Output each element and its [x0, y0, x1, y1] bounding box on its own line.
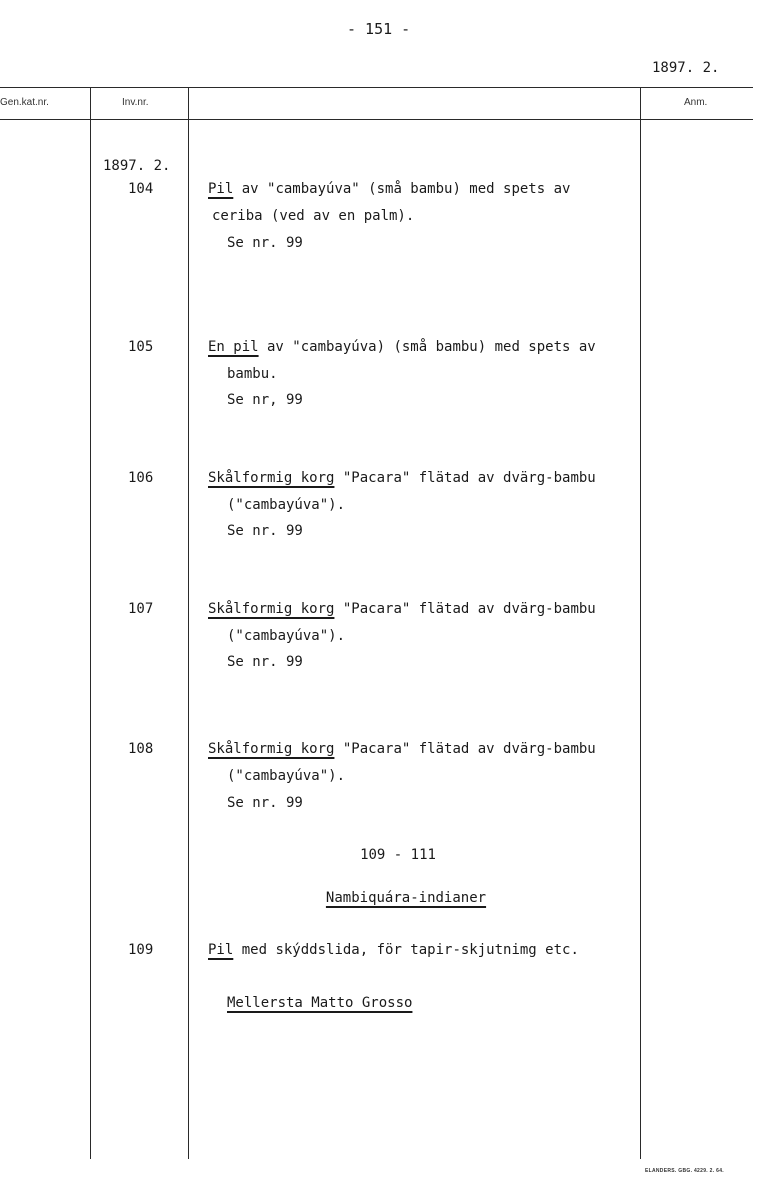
entry-line-2: ("cambayúva"). — [227, 497, 346, 513]
entry-ref: Se nr. 99 — [227, 654, 303, 670]
entry-text: med skýddslida, för tapir-skjutnimg etc. — [233, 942, 579, 958]
group-heading-wrap — [188, 888, 624, 908]
entry-ref: Se nr, 99 — [227, 392, 303, 408]
entry-ref: Se nr. 99 — [227, 235, 303, 251]
entry-text: av "cambayúva) (små bambu) med spets av — [258, 339, 596, 355]
page-number: - 151 - — [347, 20, 411, 38]
column-divider-1 — [90, 87, 91, 1159]
entry-text: "Pacara" flätad av dvärg-bambu — [334, 470, 596, 486]
column-divider-3 — [640, 87, 641, 1159]
entry-line-1 — [208, 739, 596, 759]
column-header-gen-kat-nr: Gen.kat.nr. — [0, 97, 49, 108]
column-header-inv-nr: Inv.nr. — [122, 97, 149, 108]
entry-lead: Skålformig korg — [208, 601, 335, 617]
group-heading: Nambiquára-indianer — [325, 890, 487, 906]
printer-footer: ELANDERS. GBG. 4229. 2. 64. — [645, 1168, 724, 1174]
entry-lead: Pil — [208, 181, 234, 197]
inv-number: 105 — [128, 339, 154, 355]
range-label: 109 - 111 — [360, 847, 436, 863]
entry-lead: Pil — [208, 942, 234, 958]
inv-number: 107 — [128, 601, 154, 617]
entry-lead: En pil — [208, 339, 259, 355]
header-code: 1897. 2. — [652, 60, 720, 76]
entry-line-2: ("cambayúva"). — [227, 768, 346, 784]
entry-line-1 — [208, 179, 570, 199]
entry-line-1 — [208, 468, 596, 488]
entry-ref: Se nr. 99 — [227, 795, 303, 811]
entry-line-2: ceriba (ved av en palm). — [212, 208, 415, 224]
entry-lead: Skålformig korg — [208, 470, 335, 486]
entry-line-1 — [208, 599, 596, 619]
entry-line-1 — [208, 940, 579, 960]
entry-lead: Skålformig korg — [208, 741, 335, 757]
entry-text: "Pacara" flätad av dvärg-bambu — [334, 601, 596, 617]
inv-number: 104 — [128, 181, 154, 197]
entry-text: av "cambayúva" (små bambu) med spets av — [233, 181, 571, 197]
inv-number: 108 — [128, 741, 154, 757]
group-code: 1897. 2. — [103, 158, 171, 174]
inv-number: 106 — [128, 470, 154, 486]
entry-ref: Se nr. 99 — [227, 523, 303, 539]
entry-line-2: ("cambayúva"). — [227, 628, 346, 644]
region-wrap — [227, 993, 412, 1013]
entry-text: "Pacara" flätad av dvärg-bambu — [334, 741, 596, 757]
column-header-anm: Anm. — [684, 97, 708, 108]
entry-line-1 — [208, 337, 596, 357]
column-divider-2 — [188, 87, 189, 1159]
entry-line-2: bambu. — [227, 366, 278, 382]
region-label: Mellersta Matto Grosso — [227, 995, 413, 1011]
inv-number: 109 — [128, 942, 154, 958]
